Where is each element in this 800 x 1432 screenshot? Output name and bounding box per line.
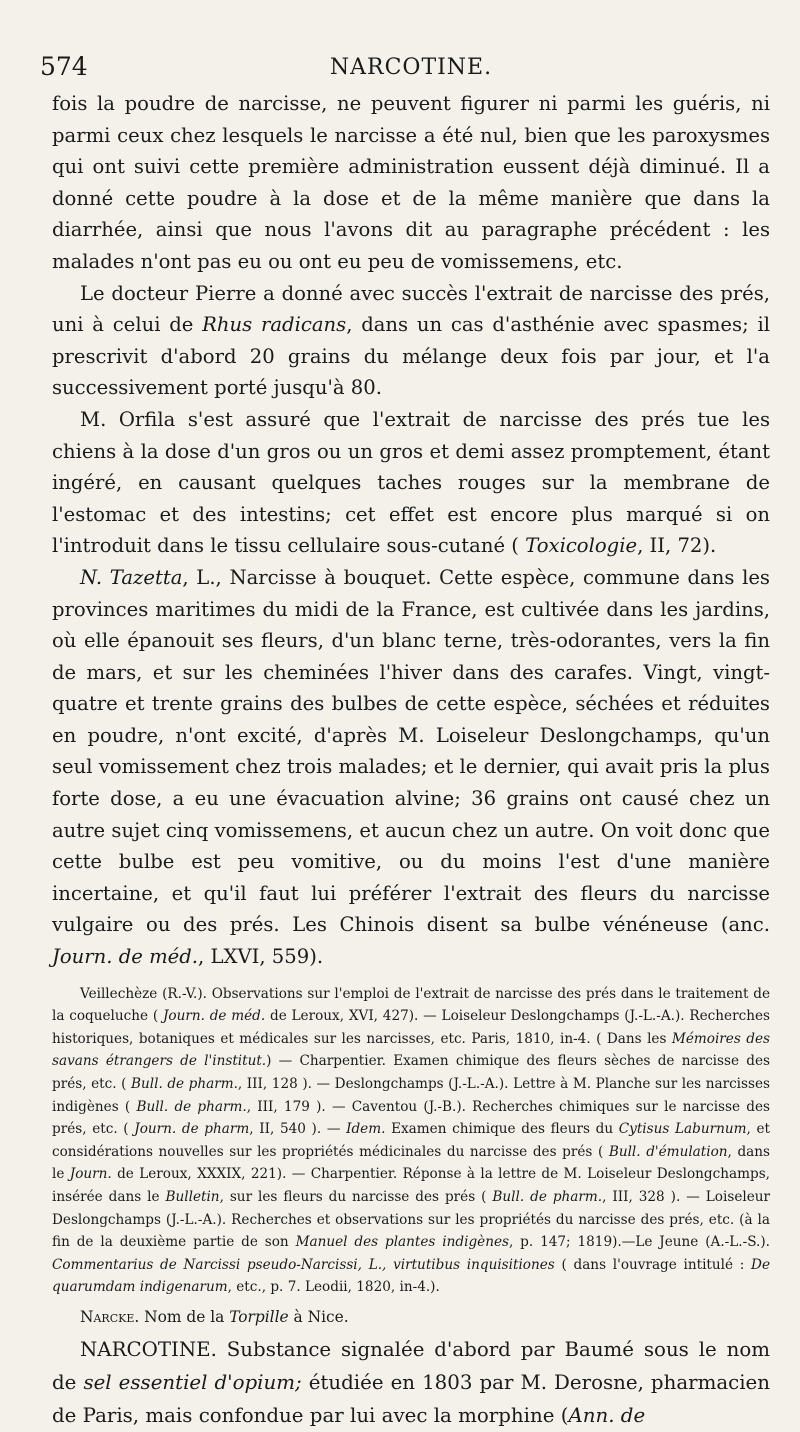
- entry-paragraph: [52, 1333, 770, 1432]
- bibliography: [52, 983, 770, 1299]
- text-run: Le docteur Pierre a donné avec succès l'extrait de narcisse des prés, uni à celui de: [52, 281, 770, 337]
- text-run: M. Orfila s'est assuré que l'extrait de narcisse des prés tue les chiens à la dose d'un gros ou un gros et demi assez promptement, étant ingéré, en causant quelques taches rouges sur la membrane de l'estomac et des intestins; cet effet est encore plus marqué si on l'introduit dans le tissu cellulaire sous-cutané (: [52, 407, 770, 558]
- ref-run: , III, 128 ). — Deslongchamps (J.-L.-A.). Lettre à M. Planche sur les narcisses indigènes (: [52, 1076, 770, 1115]
- main-text: [52, 88, 770, 973]
- book-page: [40, 52, 771, 1432]
- ref-run: , p. 147; 1819).—Le Jeune (A.-L.-S.).: [508, 1234, 770, 1251]
- ref-title: Idem.: [346, 1121, 386, 1138]
- dictionary-entry: [52, 1333, 770, 1432]
- text-run: , II, 72).: [637, 534, 717, 558]
- entry-term: sel essentiel d'opium;: [83, 1370, 302, 1394]
- ref-run: Veillechèze (R.-V.). Observations sur l'emploi de l'extrait de narcisse des prés dans le traitement de la coqueluche (: [52, 985, 770, 1025]
- bibliography-text: [52, 983, 770, 1299]
- text-run: , LXVI, 559).: [198, 945, 324, 969]
- ref-title: Journ. de méd.: [162, 1008, 266, 1025]
- page-number: 574: [40, 52, 88, 81]
- ref-run: , sur les fleurs du narcisse des prés (: [219, 1188, 493, 1205]
- ref-run: Examen chimique des fleurs du: [385, 1121, 619, 1138]
- species-name: N. Tazetta: [80, 565, 183, 589]
- ref-run: , dans le: [52, 1143, 770, 1183]
- ref-run: ( dans l'ouvrage intitulé :: [554, 1256, 752, 1273]
- cross-reference-entry: [52, 1305, 770, 1329]
- ref-run: ) — Charpentier. Examen chimique des fleurs sèches de narcisse des prés, etc. (: [52, 1053, 770, 1092]
- ref-title: Bull. de pharm.: [492, 1188, 603, 1205]
- ref-run: de Leroux, XXXIX, 221). — Charpentier. Réponse à la lettre de M. Loiseleur Deslongchamps, insérée dans le: [52, 1166, 770, 1205]
- text-run: à Nice.: [288, 1307, 349, 1326]
- page-header: [40, 52, 770, 88]
- paragraph-tazetta: [52, 562, 770, 973]
- ref-title: De quarumdam indigenarum: [52, 1256, 770, 1296]
- paragraph-continuation: fois la poudre de narcisse, ne peuvent figurer ni parmi les guéris, ni parmi ceux chez lesquels le narcisse a été nul, bien que les paroxysmes qui ont suivi cette première administration eussent déjà diminué. Il a donné cette poudre à la dose et de la même manière que dans la diarrhée, ainsi que nous l'avons dit au paragraphe précédent : les malades n'ont pas eu ou ont eu peu de vomissemens, etc.: [52, 92, 770, 273]
- species-name: Rhus radicans: [202, 313, 347, 337]
- paragraph-orfila: [52, 404, 770, 562]
- ref-run: , III, 179 ). — Caventou (J.-B.). Recherches chimiques sur le narcisse des prés, etc. (: [52, 1098, 771, 1138]
- ref-title: Cytisus Laburnum: [618, 1121, 747, 1138]
- ref-run: de Leroux, XVI, 427). — Loiseleur Deslongchamps (J.-L.-A.). Recherches historiques, botaniques et médicales sur les narcisses, etc. Paris, 1810, in-4. ( Dans les: [52, 1008, 770, 1047]
- running-head: NARCOTINE.: [329, 55, 493, 80]
- text-run: Nom de la: [139, 1307, 230, 1326]
- ref-run: , III, 328 ). — Loiseleur Deslongchamps (J.-L.-A.). Recherches et observations sur les propriétés du narcisse des prés, etc. (à la fin de la deuxième partie de son: [52, 1188, 771, 1251]
- text-run: Substance signalée d'abord par Baumé sous le nom de: [52, 1337, 770, 1394]
- ref-title: Journ.: [69, 1166, 112, 1183]
- ref-title: Journ. de pharm: [134, 1121, 250, 1138]
- text-run: , L., Narcisse à bouquet. Cette espèce, commune dans les provinces maritimes du midi de la France, est cultivée dans les jardins, où elle épanouit ses fleurs, d'un blanc terne, très-odorantes, vers la fin de mars, et sur les cheminées l'hiver dans des carafes. Vingt, vingt-quatre et trente grains des bulbes de cette espèce, séchées et réduites en poudre, n'ont excité, d'après M. Loiseleur Deslongchamps, qu'un seul vomissement chez trois malades; et le dernier, qui avait pris la plus forte dose, a eu une évacuation alvine; 36 grains ont causé chez un autre sujet cinq vomissemens, et aucun chez un autre. On voit donc que cette bulbe est peu vomitive, ou du moins l'est d'une manière incertaine, et qu'il faut lui préférer l'extrait des fleurs du narcisse vulgaire ou des prés. Les Chinois disent sa bulbe vénéneuse (anc.: [52, 565, 770, 937]
- citation-title: Toxicologie: [525, 534, 638, 558]
- text-run: , dans un cas d'asthénie avec spasmes; il prescrivit d'abord 20 grains du mélange deux fois par jour, et l'a successivement porté jusqu'à 80.: [52, 313, 770, 400]
- ref-title: Bulletin: [165, 1188, 220, 1205]
- ref-title: Mémoires des savans étrangers de l'institut.: [52, 1030, 770, 1070]
- crossref-target: Torpille: [229, 1307, 289, 1326]
- paragraph-pierre: [52, 278, 770, 404]
- citation-title: Journ. de méd.: [52, 945, 199, 969]
- text-run: étudiée en 1803 par M. Derosne, pharmacien de Paris, mais confondue par lui avec la morphine (: [52, 1370, 770, 1427]
- ref-title: Bull. de pharm.: [131, 1076, 238, 1092]
- ref-title: Commentarius de Narcissi pseudo-Narcissi, L., virtutibus inquisitiones: [52, 1256, 555, 1273]
- ref-run: , etc., p. 7. Leodii, 1820, in-4.).: [227, 1279, 440, 1296]
- entry-headword: NARCOTINE.: [80, 1337, 217, 1361]
- crossref-term: Narcke.: [80, 1307, 140, 1326]
- ref-run: , II, 540 ). —: [249, 1121, 347, 1138]
- ref-run: , et considérations nouvelles sur les propriétés médicinales du narcisse des prés (: [52, 1121, 770, 1160]
- citation-title: Ann. de: [568, 1403, 646, 1427]
- ref-title: Bull. d'émulation: [608, 1143, 728, 1160]
- ref-title: Bull. de pharm.: [136, 1098, 247, 1115]
- ref-title: Manuel des plantes indigènes: [295, 1234, 509, 1251]
